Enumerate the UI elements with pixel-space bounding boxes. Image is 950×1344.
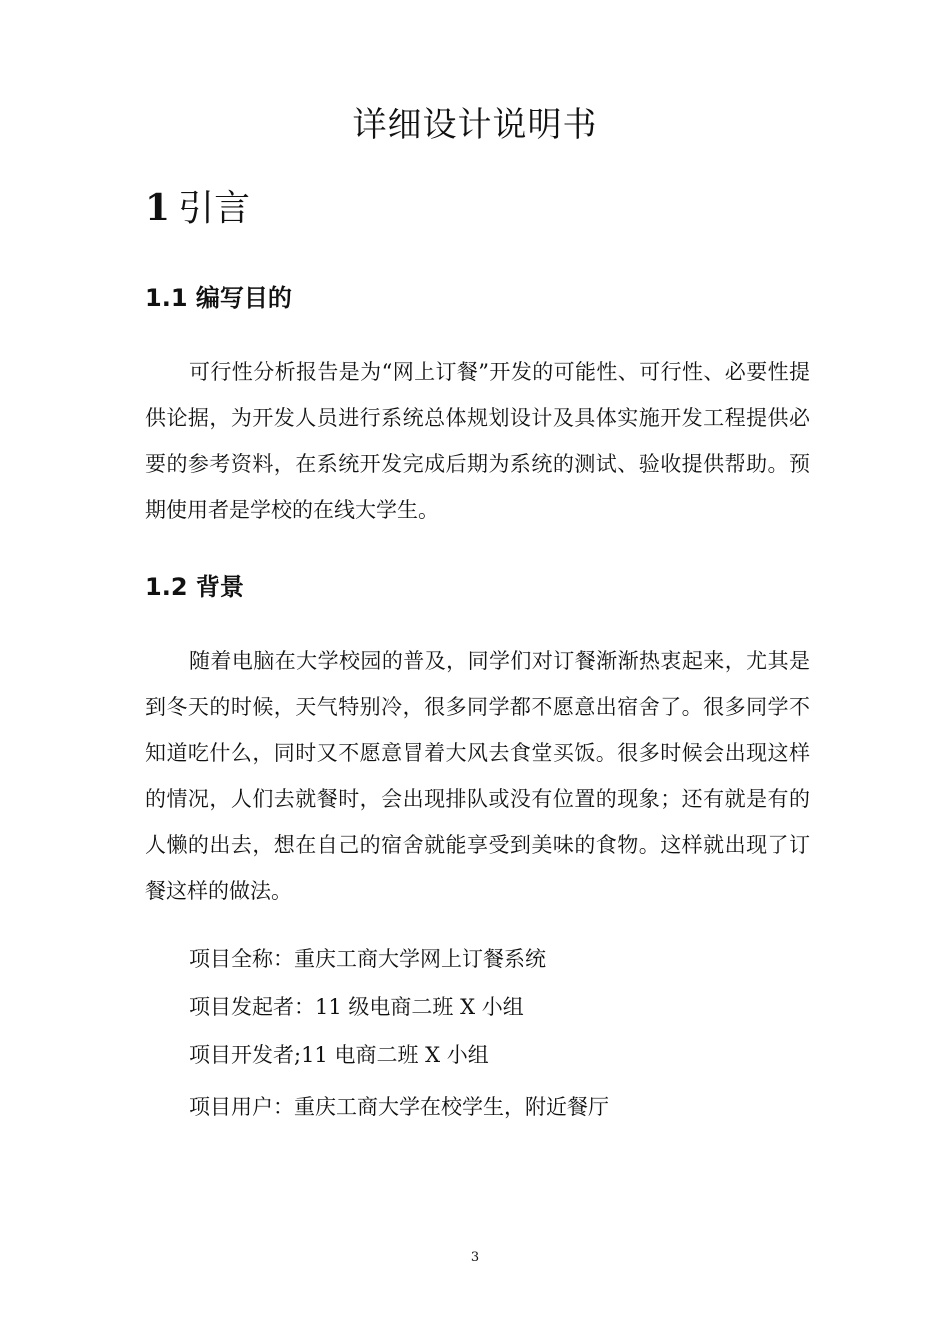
project-initiator: 项目发起者：11 级电商二班 X 小组 [189,995,524,1019]
project-full-name: 项目全称：重庆工商大学网上订餐系统 [189,947,546,971]
page-number: 3 [470,1250,480,1265]
subsection-heading-purpose: 1.1 编写目的 [145,284,292,312]
section-number: 1 [145,187,171,229]
background-paragraph: 随着电脑在大学校园的普及，同学们对订餐渐渐热衷起来，尤其是到冬天的时候，天气特别冷，很多同学都不愿意出宿舍了。很多同学不知道吃什么，同时又不愿意冒着大风去食堂买饭。很多时候会出现这样的情况，人们去就餐时，会出现排队或没有位置的现象；还有就是有的人懒的出去，想在自己的宿舍就能享受到美味的食物。这样就出现了订餐这样的做法。 [145,649,810,903]
section-heading-introduction [145,182,250,235]
subsection-heading-background: 1.2 背景 [145,573,244,601]
section-title: 引言 [178,188,251,229]
project-users: 项目用户：重庆工商大学在校学生，附近餐厅 [189,1095,609,1119]
document-title: 详细设计说明书 [352,105,598,145]
purpose-paragraph: 可行性分析报告是为“网上订餐”开发的可能性、可行性、必要性提供论据，为开发人员进行系统总体规划设计及具体实施开发工程提供必要的参考资料，在系统开发完成后期为系统的测试、验收提供帮助。预期使用者是学校的在线大学生。 [145,360,810,522]
project-developer: 项目开发者;11 电商二班 X 小组 [189,1043,489,1067]
